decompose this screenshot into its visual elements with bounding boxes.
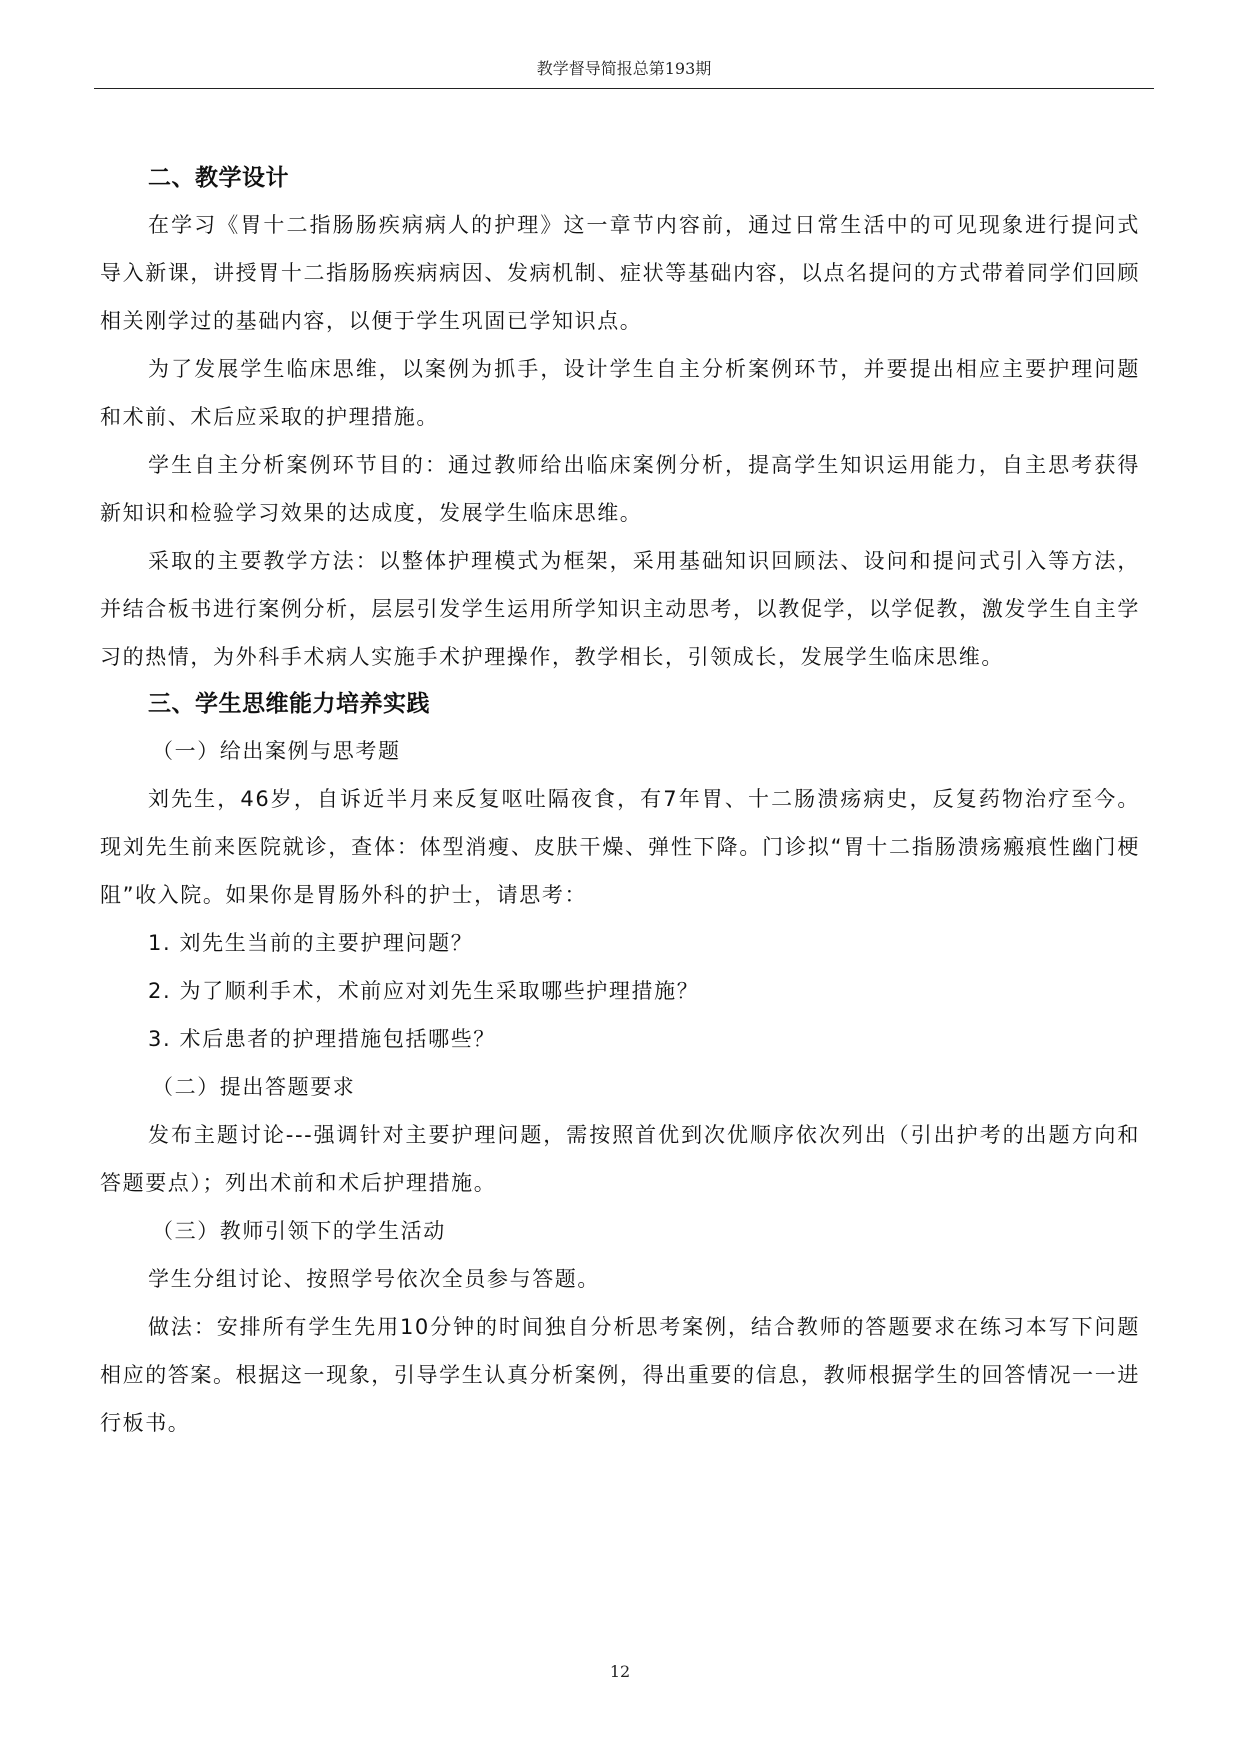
- paragraph: 为了发展学生临床思维，以案例为抓手，设计学生自主分析案例环节，并要提出相应主要护理问题和术前、术后应采取的护理措施。: [100, 357, 1140, 429]
- question-item: 3. 术后患者的护理措施包括哪些？: [148, 1027, 496, 1051]
- paragraph: 学生自主分析案例环节目的：通过教师给出临床案例分析，提高学生知识运用能力，自主思考获得新知识和检验学习效果的达成度，发展学生临床思维。: [100, 453, 1140, 525]
- paragraph: 在学习《胃十二指肠肠疾病病人的护理》这一章节内容前，通过日常生活中的可见现象进行提问式导入新课，讲授胃十二指肠肠疾病病因、发病机制、症状等基础内容，以点名提问的方式带着同学们回顾相关刚学过的基础内容，以便于学生巩固已学知识点。: [100, 213, 1140, 333]
- newsletter-title: 教学督导简报总第193期: [536, 59, 712, 78]
- document-body: [100, 155, 1140, 1447]
- paragraph: 采取的主要教学方法：以整体护理模式为框架，采用基础知识回顾法、设问和提问式引入等方法，并结合板书进行案例分析，层层引发学生运用所学知识主动思考，以教促学，以学促教，激发学生自主学习的热情，为外科手术病人实施手术护理操作，教学相长，引领成长，发展学生临床思维。: [100, 549, 1140, 669]
- question-list: [100, 919, 1140, 1063]
- paragraph: 做法：安排所有学生先用10分钟的时间独自分析思考案例，结合教师的答题要求在练习本写下问题相应的答案。根据这一现象，引导学生认真分析案例，得出重要的信息，教师根据学生的回答情况一一进行板书。: [100, 1315, 1140, 1435]
- paragraph: 发布主题讨论---强调针对主要护理问题，需按照首优到次优顺序依次列出（引出护考的出题方向和答题要点）；列出术前和术后护理措施。: [100, 1123, 1140, 1195]
- paragraph: 学生分组讨论、按照学号依次全员参与答题。: [148, 1267, 600, 1291]
- page-number: 12: [609, 1662, 631, 1681]
- question-item: 1. 刘先生当前的主要护理问题？: [148, 931, 474, 955]
- page-header: [94, 0, 1154, 89]
- question-item: 2. 为了顺利手术，术前应对刘先生采取哪些护理措施？: [148, 979, 700, 1003]
- case-description: 刘先生，46岁，自诉近半月来反复呕吐隔夜食，有7年胃、十二肠溃疡病史，反复药物治疗至今。现刘先生前来医院就诊，查体：体型消瘦、皮肤干燥、弹性下降。门诊拟“胃十二指肠溃疡瘢痕性幽门梗阻”收入院。如果你是胃肠外科的护士，请思考：: [100, 787, 1140, 907]
- subsection-heading-activities: （三）教师引领下的学生活动: [152, 1219, 446, 1243]
- section-heading-teaching-design: 二、教学设计: [148, 165, 289, 191]
- section-heading-thinking-practice: 三、学生思维能力培养实践: [148, 691, 430, 717]
- subsection-heading-requirements: （二）提出答题要求: [152, 1075, 356, 1099]
- subsection-heading-case: （一）给出案例与思考题: [152, 739, 401, 763]
